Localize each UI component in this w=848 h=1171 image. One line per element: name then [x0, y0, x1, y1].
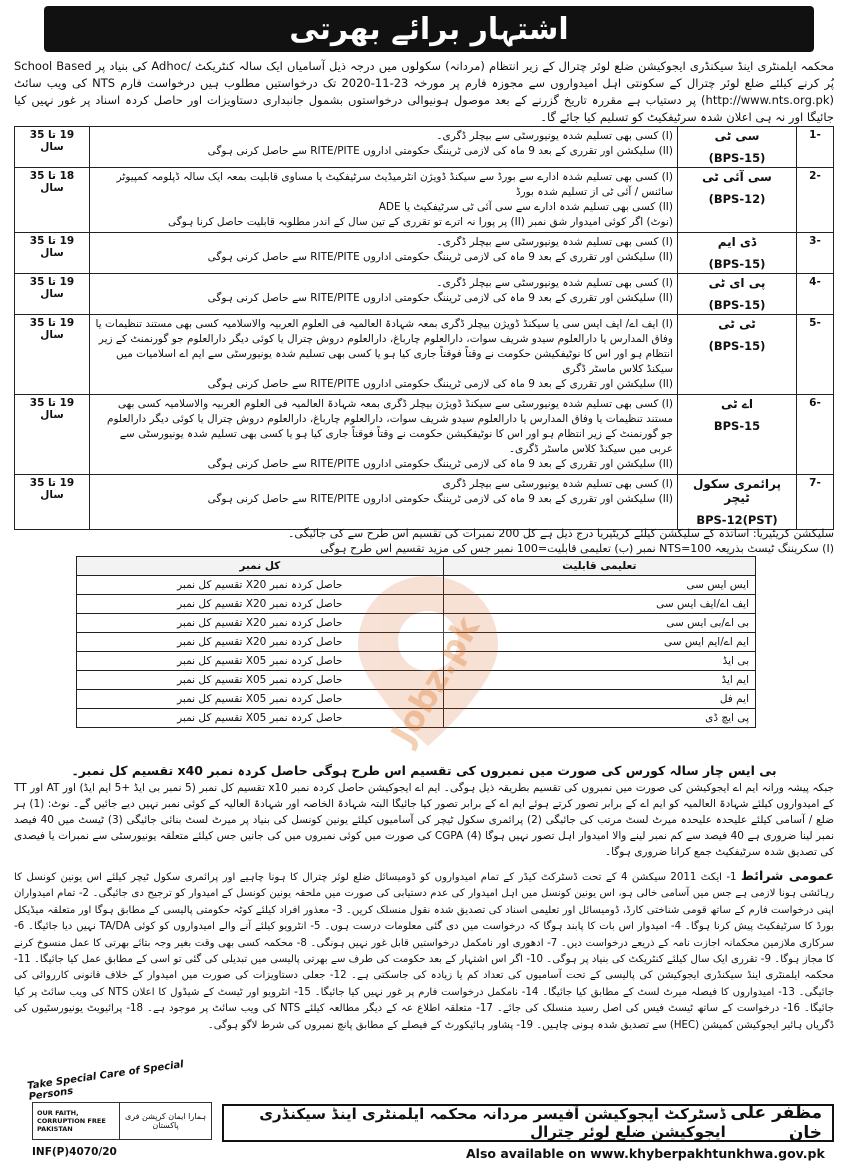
- post-bps: (BPS-15): [708, 257, 766, 271]
- marks-row: [77, 671, 756, 690]
- post-number: -4: [797, 274, 834, 315]
- requirement-line: (I) کسی بھی تسلیم شدہ یونیورسٹی سے بیچلر ڈگری۔: [436, 236, 673, 248]
- post-row: [15, 315, 834, 395]
- post-bps: (BPS-15): [708, 298, 766, 312]
- post-requirements: [90, 395, 678, 475]
- qualification-cell: ایم ایڈ: [443, 671, 755, 690]
- signatory-name: مظفر علی خان: [730, 1103, 822, 1143]
- post-number: -5: [797, 315, 834, 395]
- recruitment-banner: اشتہار برائے بھرتی: [44, 6, 814, 52]
- marks-cell: حاصل کردہ نمبر X20 تقسیم کل نمبر: [77, 633, 444, 652]
- criteria-line-1: سلیکشن کریٹیریا: اساتذہ کے سلیکشن کیلئے کریٹیریا درج ذیل ہے کل 200 نمبرات کی تقسیم اس طرح سے کی جائیگی۔: [287, 527, 834, 540]
- posts-table: [14, 126, 834, 530]
- requirement-line: (نوٹ) اگر کوئی امیدوار شق نمبر (II) پر پورا نہ اترے تو تقرری کے تین سال کے اندر مطلوبہ قابلیت حاصل کرنا ہوگی: [168, 216, 673, 228]
- qualification-cell: بی ایڈ: [443, 652, 755, 671]
- post-name: ٹی ٹی: [718, 317, 756, 331]
- post-name: ڈی ایم: [717, 235, 757, 249]
- marks-row: [77, 633, 756, 652]
- post-age-limit: 19 تا 35 سال: [15, 475, 90, 530]
- post-bps: (BPS-12): [708, 192, 766, 206]
- bs-paragraph: جبکہ پیشہ ورانہ ایم اے ایجوکیشن کی صورت میں نمبروں کی تقسیم بطریقہ ذیل ہوگی۔ ایم اے ایجوکیشن حاصل کردہ نمبر x10 تقسیم کل نمبر (5 نمبر بی ایڈ +5 ایم ایڈ) اور AT اور TT کے امیدواروں کیلئے شہادۃ العالمیہ کو ایم اے کے برابر تصور کرتے ہوئے ایم اے کے برابر تصور کیا جائیگا البتہ شہادۃ الخاصہ اور شہادۃ العالیہ کے کوئی نمبر نہیں دیے جائیں گے۔ نوٹ: (1) ہر ضلع / آسامی کیلئے علیحدہ علیحدہ میرٹ لسٹ مرتب کی جائیگی (2) پرائمری سکول ٹیچر کی آسامیوں کیلئے یونین کونسل کی بنیاد پر میرٹ لسٹ بنائی جائیگی (3) ٹیسٹ میں 40 فیصد نمبر لینا ضروری ہے 40 فیصد سے کم نمبر لینے والا امیدوار اہل تصور نہیں ہوگا (4) CGPA کی صورت میں کوئی نمبروں میں کی جانیں جس کیلئے متعلقہ یونیورسٹی سے نمبرات یا فیصدی کی تصدیق شدہ سرٹیفکیٹ جمع کرانا ضروری ہوگا۔: [14, 782, 834, 858]
- requirement-line: (II) سلیکشن اور تقرری کے بعد 9 ماہ کی لازمی ٹریننگ حکومتی اداروں RITE/PITE سے حاصل کرنی ہوگی: [207, 251, 673, 263]
- post-bps: (BPS-15): [708, 339, 766, 353]
- post-row: [15, 168, 834, 233]
- qualification-cell: ایس ایس سی: [443, 576, 755, 595]
- selection-criteria: [14, 526, 834, 556]
- post-number: -1: [797, 127, 834, 168]
- general-text: 1- ایکٹ 2011 سیکشن 4 کے تحت ڈسٹرکٹ کیڈر کے تمام امیدواروں کو ڈومیسائل ضلع لوئر چترال کا ہونا چاہیے اور پرائمری سکول ٹیچر کیلئے اس یونین کونسل کا رہائشی ہونا لازمی ہے جس میں آسامی خالی ہو، اس یونین کونسل میں اہل امیدوار کی عدم دستیابی کی صورت میں ملحقہ یونین کونسل کے امیدوار کو ترجیح دی جائیگی۔ 2- تمام امیدواران اپنی درخواست فارم کے ساتھ قومی شناختی کارڈ، ڈومیسائل اور تعلیمی اسناد کی تصدیق شدہ نقول منسلک کریں۔ 3- معذور افراد کیلئے کوٹہ حکومتی پالیسی کے مطابق ہوگا اور متعلقہ میڈیکل بورڈ کا سرٹیفکیٹ پیش کرنا ہوگا۔ 4- امیدوار اس بات کا پابند ہوگا کہ درخواست میں دی گئی معلومات درست ہوں۔ 5- انٹرویو کیلئے آنے والے امیدواروں کو کوئی TA/DA نہیں دیا جائیگا۔ 6- سرکاری ملازمین محکمانہ اجازت نامہ کے ذریعے درخواست دیں۔ 7- ادھوری اور نامکمل درخواستیں قابل غور نہیں ہونگی۔ 8- محکمہ کسی بھی وقت بغیر وجہ بتائے بھرتی کا عمل منسوخ کرنے کا مجاز ہوگا۔ 9- تقرری ایک سال کیلئے کنٹریکٹ کی بنیاد پر ہوگی۔ 10- اگر اس اشتہار کے بعد حکومت کی طرف سے بھرتی پالیسی میں تبدیلی کی گئی تو اسی کے مطابق عمل کیا جائیگا۔ 11- محکمہ ایلمنٹری اینڈ سیکنڈری ایجوکیشن کی پالیسی کے تحت آسامیوں کی تعداد کم یا زیادہ کی جاسکتی ہے۔ 12- جعلی دستاویزات کی صورت میں امیدوار کے خلاف قانونی کارروائی کی جائیگی۔ 13- امیدواروں کا فیصلہ میرٹ لسٹ کے مطابق کیا جائیگا۔ 14- نامکمل درخواست فارم پر غور نہیں کیا جائیگا۔ 15- انٹرویو اور ٹیسٹ کے شیڈول کا اعلان NTS کی ویب سائٹ پر کیا جائیگا۔ 16- درخواست کے ساتھ ٹیسٹ فیس کی اصل رسید منسلک کی جائے۔ 17- متعلقہ اطلاع عہ کے دیگر مطالعہ کیلئے NTS کی ویب سائٹ پر موجود ہے۔ 18- پرائیویٹ یونیورسٹیوں کی ڈگریاں ہائیر ایجوکیشن کمیشن (HEC) سے تصدیق شدہ ہونی چاہیں۔ 19- پشاور ہائیکورٹ کے فیصلے کے مطابق پانچ نمبروں کی شرط لاگو ہوگی۔: [14, 872, 835, 1031]
- post-requirements: [90, 475, 678, 530]
- general-conditions: [14, 868, 834, 1034]
- post-number: -3: [797, 233, 834, 274]
- signatory-office: ڈسٹرکٹ ایجوکیشن آفیسر مردانہ محکمہ ایلمنٹری اینڈ سیکنڈری ایجوکیشن ضلع لوئر چترال: [259, 1105, 726, 1141]
- advertisement-page: [8, 6, 840, 1165]
- post-requirements: [90, 127, 678, 168]
- post-bps: (BPS-15): [708, 151, 766, 165]
- post-row: [15, 233, 834, 274]
- qualification-cell: ایف اے/ایف ایس سی: [443, 595, 755, 614]
- post-bps: BPS-12(PST): [696, 513, 778, 527]
- post-name: اے ٹی: [721, 397, 753, 411]
- marks-row: [77, 595, 756, 614]
- post-requirements: [90, 168, 678, 233]
- criteria-line-2: (I) سکریننگ ٹیسٹ بذریعہ NTS=100 نمبر (ب) تعلیمی قابلیت=100 نمبر جس کی مزید تقسیم اس طرح ہوگی: [320, 542, 834, 555]
- qualification-cell: بی اے/بی ایس سی: [443, 614, 755, 633]
- post-number: -6: [797, 395, 834, 475]
- post-row: [15, 274, 834, 315]
- post-age-limit: 18 تا 35 سال: [15, 168, 90, 233]
- inf-code: INF(P)4070/20: [32, 1146, 117, 1158]
- signatory-box: [222, 1104, 834, 1142]
- special-care-slogan: Take Special Care of Special Persons: [26, 1059, 185, 1103]
- post-title-cell: [678, 274, 797, 315]
- marks-row: [77, 709, 756, 728]
- watermark-text: Jobz.pk: [383, 609, 489, 752]
- intro-paragraph: محکمہ ایلمنٹری اینڈ سیکنڈری ایجوکیشن ضلع لوئر چترال کے زیر انتظام (مردانہ) سکولوں میں درجہ ذیل آسامیاں ایک سالہ کنٹریکٹ /Adhoc کی بنیاد پر School Based پُر کرنے کیلئے ضلع لوئر چترال کے سکونتی اہل امیدواروں سے مجوزہ فارم پر مورخہ 23-11-2020 تک درخواستیں مطلوب ہیں درخواست فارم NTS کی ویب سائٹ (http://www.nts.org.pk) پر دستیاب ہے مقررہ تاریخ گزرنے کے بعد موصول ہونیوالی درخواستوں بشمول جانبداری دستاویزات اور حاصل کردہ اسناد پر غور نہیں کیا جائیگا اور نہ ہی اعلان شدہ سرٹیفکیٹ کو تسلیم کیا جائے گا۔: [14, 59, 835, 124]
- marks-cell: حاصل کردہ نمبر X20 تقسیم کل نمبر: [77, 595, 444, 614]
- post-title-cell: [678, 233, 797, 274]
- requirement-line: (II) کسی بھی تسلیم شدہ ادارے سے سی آئی ٹی سرٹیفکیٹ یا ADE: [378, 201, 673, 213]
- post-name: پی ای ٹی: [708, 276, 766, 290]
- post-name: پرائمری سکول ٹیچر: [693, 477, 781, 505]
- marks-row: [77, 652, 756, 671]
- general-heading: عمومی شرائط: [740, 868, 834, 883]
- requirement-line: (II) سلیکشن اور تقرری کے بعد 9 ماہ کی لازمی ٹریننگ حکومتی اداروں RITE/PITE سے حاصل کرنی ہوگی: [207, 378, 673, 390]
- post-bps: BPS-15: [713, 419, 761, 433]
- qualification-cell: پی ایچ ڈی: [443, 709, 755, 728]
- marks-cell: حاصل کردہ نمبر X20 تقسیم کل نمبر: [77, 576, 444, 595]
- post-requirements: [90, 315, 678, 395]
- requirement-line: (I) کسی بھی تسلیم شدہ یونیورسٹی سے بیچلر ڈگری۔: [436, 130, 673, 142]
- post-age-limit: 19 تا 35 سال: [15, 315, 90, 395]
- post-number: -2: [797, 168, 834, 233]
- requirement-line: (I) کسی بھی تسلیم شدہ یونیورسٹی سے بیچلر ڈگری۔: [436, 277, 673, 289]
- qualification-cell: ایم اے/ایم ایس سی: [443, 633, 755, 652]
- post-name: سی ٹی: [714, 129, 760, 143]
- post-row: [15, 395, 834, 475]
- post-title-cell: [678, 127, 797, 168]
- post-title-cell: [678, 168, 797, 233]
- requirement-line: (II) سلیکشن اور تقرری کے بعد 9 ماہ کی لازمی ٹریننگ حکومتی اداروں RITE/PITE سے حاصل کرنی ہوگی: [207, 145, 673, 157]
- marks-cell: حاصل کردہ نمبر X20 تقسیم کل نمبر: [77, 614, 444, 633]
- logo-urdu: ہمارا ایمان کرپشن فری پاکستان: [119, 1103, 211, 1139]
- marks-cell: حاصل کردہ نمبر X05 تقسیم کل نمبر: [77, 652, 444, 671]
- marks-table: [76, 556, 756, 728]
- marks-row: [77, 690, 756, 709]
- post-requirements: [90, 233, 678, 274]
- qualification-cell: ایم فل: [443, 690, 755, 709]
- marks-cell: حاصل کردہ نمبر X05 تقسیم کل نمبر: [77, 671, 444, 690]
- post-age-limit: 19 تا 35 سال: [15, 233, 90, 274]
- requirement-line: (II) سلیکشن اور تقرری کے بعد 9 ماہ کی لازمی ٹریننگ حکومتی اداروں RITE/PITE سے حاصل کرنی ہوگی: [207, 493, 673, 505]
- post-age-limit: 19 تا 35 سال: [15, 274, 90, 315]
- requirement-line: (I) ایف اے/ ایف ایس سی یا سیکنڈ ڈویژن بیچلر ڈگری بمعہ شہادۃ العالمیہ فی العلوم العربیہ والاسلامیہ کسی بھی مستند تنظیمات یا وفاق المدارس یا دارالعلوم سیدو شریف سوات، دارالعلوم چارباغ، دارالعلوم دروش چترال یا کوئی دیگر دارالعلوم جو گورنمنٹ کے زیر انتظام ہو اور اس کا نوٹیفکیشن حکومت نے وقتاً فوقتاً جاری کیا ہو یا کسی بھی تسلیم شدہ یونیورسٹی سے ایم اے اسلامیات میں سیکنڈ کلاس ماسٹر ڈگری: [95, 318, 673, 375]
- corruption-free-logo: [32, 1102, 212, 1140]
- website-link[interactable]: Also available on www.khyberpakhtunkhwa.gov.pk: [466, 1146, 825, 1161]
- post-title-cell: [678, 395, 797, 475]
- post-row: [15, 127, 834, 168]
- post-title-cell: [678, 475, 797, 530]
- marks-header-qualification: تعلیمی قابلیت: [443, 557, 755, 576]
- requirement-line: (I) کسی بھی تسلیم شدہ ادارے سے بورڈ سے سیکنڈ ڈویژن انٹرمیڈیٹ سرٹیفکیٹ یا مساوی قابلیت بمعہ ایک سالہ ڈپلومہ کمپیوٹر سائنس / آئی ٹی از تسلیم شدہ بورڈ: [116, 171, 673, 198]
- bs-heading: بی ایس چار سالہ کورس کی صورت میں نمبروں کی تقسیم اس طرح ہوگی حاصل کردہ نمبر x40 تقسیم کل نمبر۔: [71, 763, 777, 778]
- post-row: [15, 475, 834, 530]
- post-age-limit: 19 تا 35 سال: [15, 395, 90, 475]
- post-number: -7: [797, 475, 834, 530]
- marks-cell: حاصل کردہ نمبر X05 تقسیم کل نمبر: [77, 690, 444, 709]
- logo-english: OUR FAITH, CORRUPTION FREE PAKISTAN: [37, 1109, 106, 1133]
- requirement-line: (I) کسی بھی تسلیم شدہ یونیورسٹی سے بیچلر ڈگری: [442, 478, 673, 490]
- marks-row: [77, 614, 756, 633]
- post-title-cell: [678, 315, 797, 395]
- marks-row: [77, 576, 756, 595]
- marks-header-total: کل نمبر: [77, 557, 444, 576]
- requirement-line: (I) کسی بھی تسلیم شدہ یونیورسٹی سے سیکنڈ ڈویژن بیچلر ڈگری بمعہ شہادۃ العالمیہ فی العلوم العربیہ والاسلامیہ کسی بھی مستند تنظیمات یا وفاق المدارس یا دارالعلوم سیدو شریف سوات، دارالعلوم چارباغ، دارالعلوم دروش چترال یا کوئی دیگر دارالعلوم جو گورنمنٹ کے زیر انتظام ہو اور اس کا نوٹیفکیشن حکومت نے وقتاً فوقتاً جاری کیا ہو یا کسی بھی تسلیم شدہ یونیورسٹی سے عربی میں سیکنڈ کلاس ماسٹر ڈگری۔: [106, 398, 673, 455]
- post-age-limit: 19 تا 35 سال: [15, 127, 90, 168]
- post-requirements: [90, 274, 678, 315]
- requirement-line: (II) سلیکشن اور تقرری کے بعد 9 ماہ کی لازمی ٹریننگ حکومتی اداروں RITE/PITE سے حاصل کرنی ہوگی: [207, 292, 673, 304]
- post-name: سی آئی ٹی: [702, 170, 772, 184]
- marks-cell: حاصل کردہ نمبر X05 تقسیم کل نمبر: [77, 709, 444, 728]
- requirement-line: (II) سلیکشن اور تقرری کے بعد 9 ماہ کی لازمی ٹریننگ حکومتی اداروں RITE/PITE سے حاصل کرنی ہوگی: [207, 458, 673, 470]
